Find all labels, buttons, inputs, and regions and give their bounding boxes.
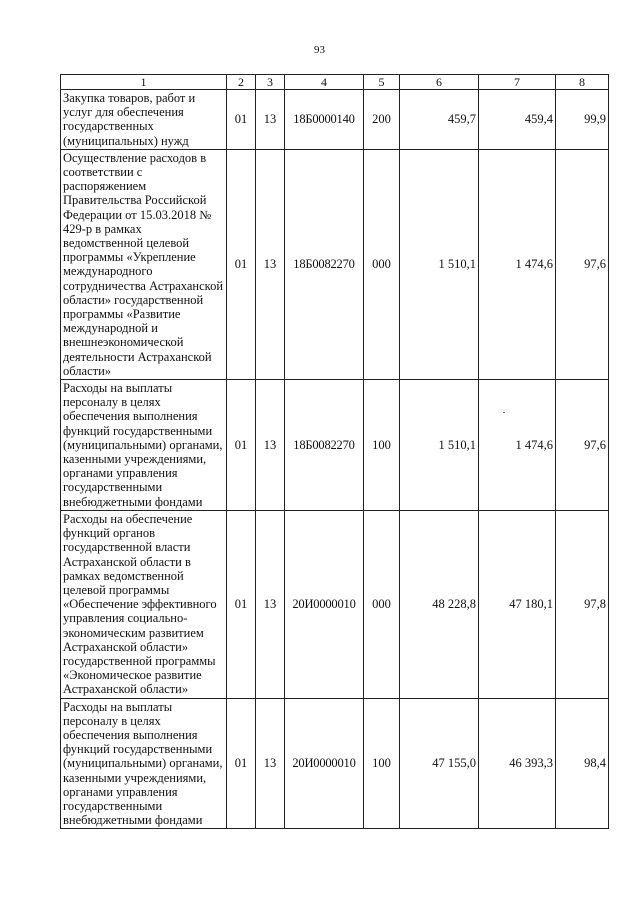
column-header: 5	[364, 75, 400, 90]
row-description: Расходы на выплаты персоналу в целях обеспечения выполнения функций государственными (муниципальными) органами, казенными учреждениями, органами управления государственными внебюджетными фондами	[61, 380, 227, 511]
expense-type-code: 100	[364, 380, 400, 511]
expense-type-code: 000	[364, 510, 400, 698]
subsection-code: 13	[256, 698, 285, 829]
subsection-code: 13	[256, 380, 285, 511]
budget-table	[60, 74, 609, 829]
actual-amount: 1 474,6	[479, 380, 556, 511]
row-description: Расходы на обеспечение функций органов государственной власти Астраханской области в рамках ведомственной целевой программы «Обеспечение эффективного управления социально-экономическим развитием Астраханской области» государственной программы «Экономическое развитие Астраханской области»	[61, 510, 227, 698]
column-header: 2	[227, 75, 256, 90]
section-code: 01	[227, 149, 256, 379]
column-header: 8	[556, 75, 609, 90]
section-code: 01	[227, 90, 256, 150]
section-code: 01	[227, 380, 256, 511]
table-row	[61, 90, 609, 150]
actual-amount: 1 474,6	[479, 149, 556, 379]
table-row	[61, 510, 609, 698]
execution-percent: 99,9	[556, 90, 609, 150]
planned-amount: 47 155,0	[400, 698, 479, 829]
expense-type-code: 000	[364, 149, 400, 379]
row-description: Закупка товаров, работ и услуг для обеспечения государственных (муниципальных) нужд	[61, 90, 227, 150]
target-article-code: 18Б0082270	[285, 149, 364, 379]
target-article-code: 20И0000010	[285, 698, 364, 829]
section-code: 01	[227, 698, 256, 829]
execution-percent: 97,6	[556, 149, 609, 379]
execution-percent: 98,4	[556, 698, 609, 829]
planned-amount: 1 510,1	[400, 380, 479, 511]
planned-amount: 459,7	[400, 90, 479, 150]
section-code: 01	[227, 510, 256, 698]
table-row	[61, 149, 609, 379]
column-header: 4	[285, 75, 364, 90]
target-article-code: 20И0000010	[285, 510, 364, 698]
execution-percent: 97,8	[556, 510, 609, 698]
row-description: Расходы на выплаты персоналу в целях обеспечения выполнения функций государственными (муниципальными) органами, казенными учреждениями, органами управления государственными внебюджетными фондами	[61, 698, 227, 829]
scan-speck	[503, 412, 505, 413]
execution-percent: 97,6	[556, 380, 609, 511]
row-description: Осуществление расходов в соответствии с распоряжением Правительства Российской Федерации от 15.03.2018 № 429-р в рамках ведомственной целевой программы «Укрепление международного сотрудничества Астраханской области» государственной программы «Развитие международной и внешнеэкономической деятельности Астраханской области»	[61, 149, 227, 379]
column-header: 3	[256, 75, 285, 90]
column-header: 6	[400, 75, 479, 90]
planned-amount: 48 228,8	[400, 510, 479, 698]
subsection-code: 13	[256, 90, 285, 150]
actual-amount: 47 180,1	[479, 510, 556, 698]
target-article-code: 18Б0082270	[285, 380, 364, 511]
table-row	[61, 380, 609, 511]
actual-amount: 459,4	[479, 90, 556, 150]
expense-type-code: 100	[364, 698, 400, 829]
page-number: 93	[314, 44, 325, 56]
planned-amount: 1 510,1	[400, 149, 479, 379]
header-row	[61, 75, 609, 90]
actual-amount: 46 393,3	[479, 698, 556, 829]
column-header: 1	[61, 75, 227, 90]
expense-type-code: 200	[364, 90, 400, 150]
target-article-code: 18Б0000140	[285, 90, 364, 150]
subsection-code: 13	[256, 149, 285, 379]
subsection-code: 13	[256, 510, 285, 698]
table-row	[61, 698, 609, 829]
column-header: 7	[479, 75, 556, 90]
